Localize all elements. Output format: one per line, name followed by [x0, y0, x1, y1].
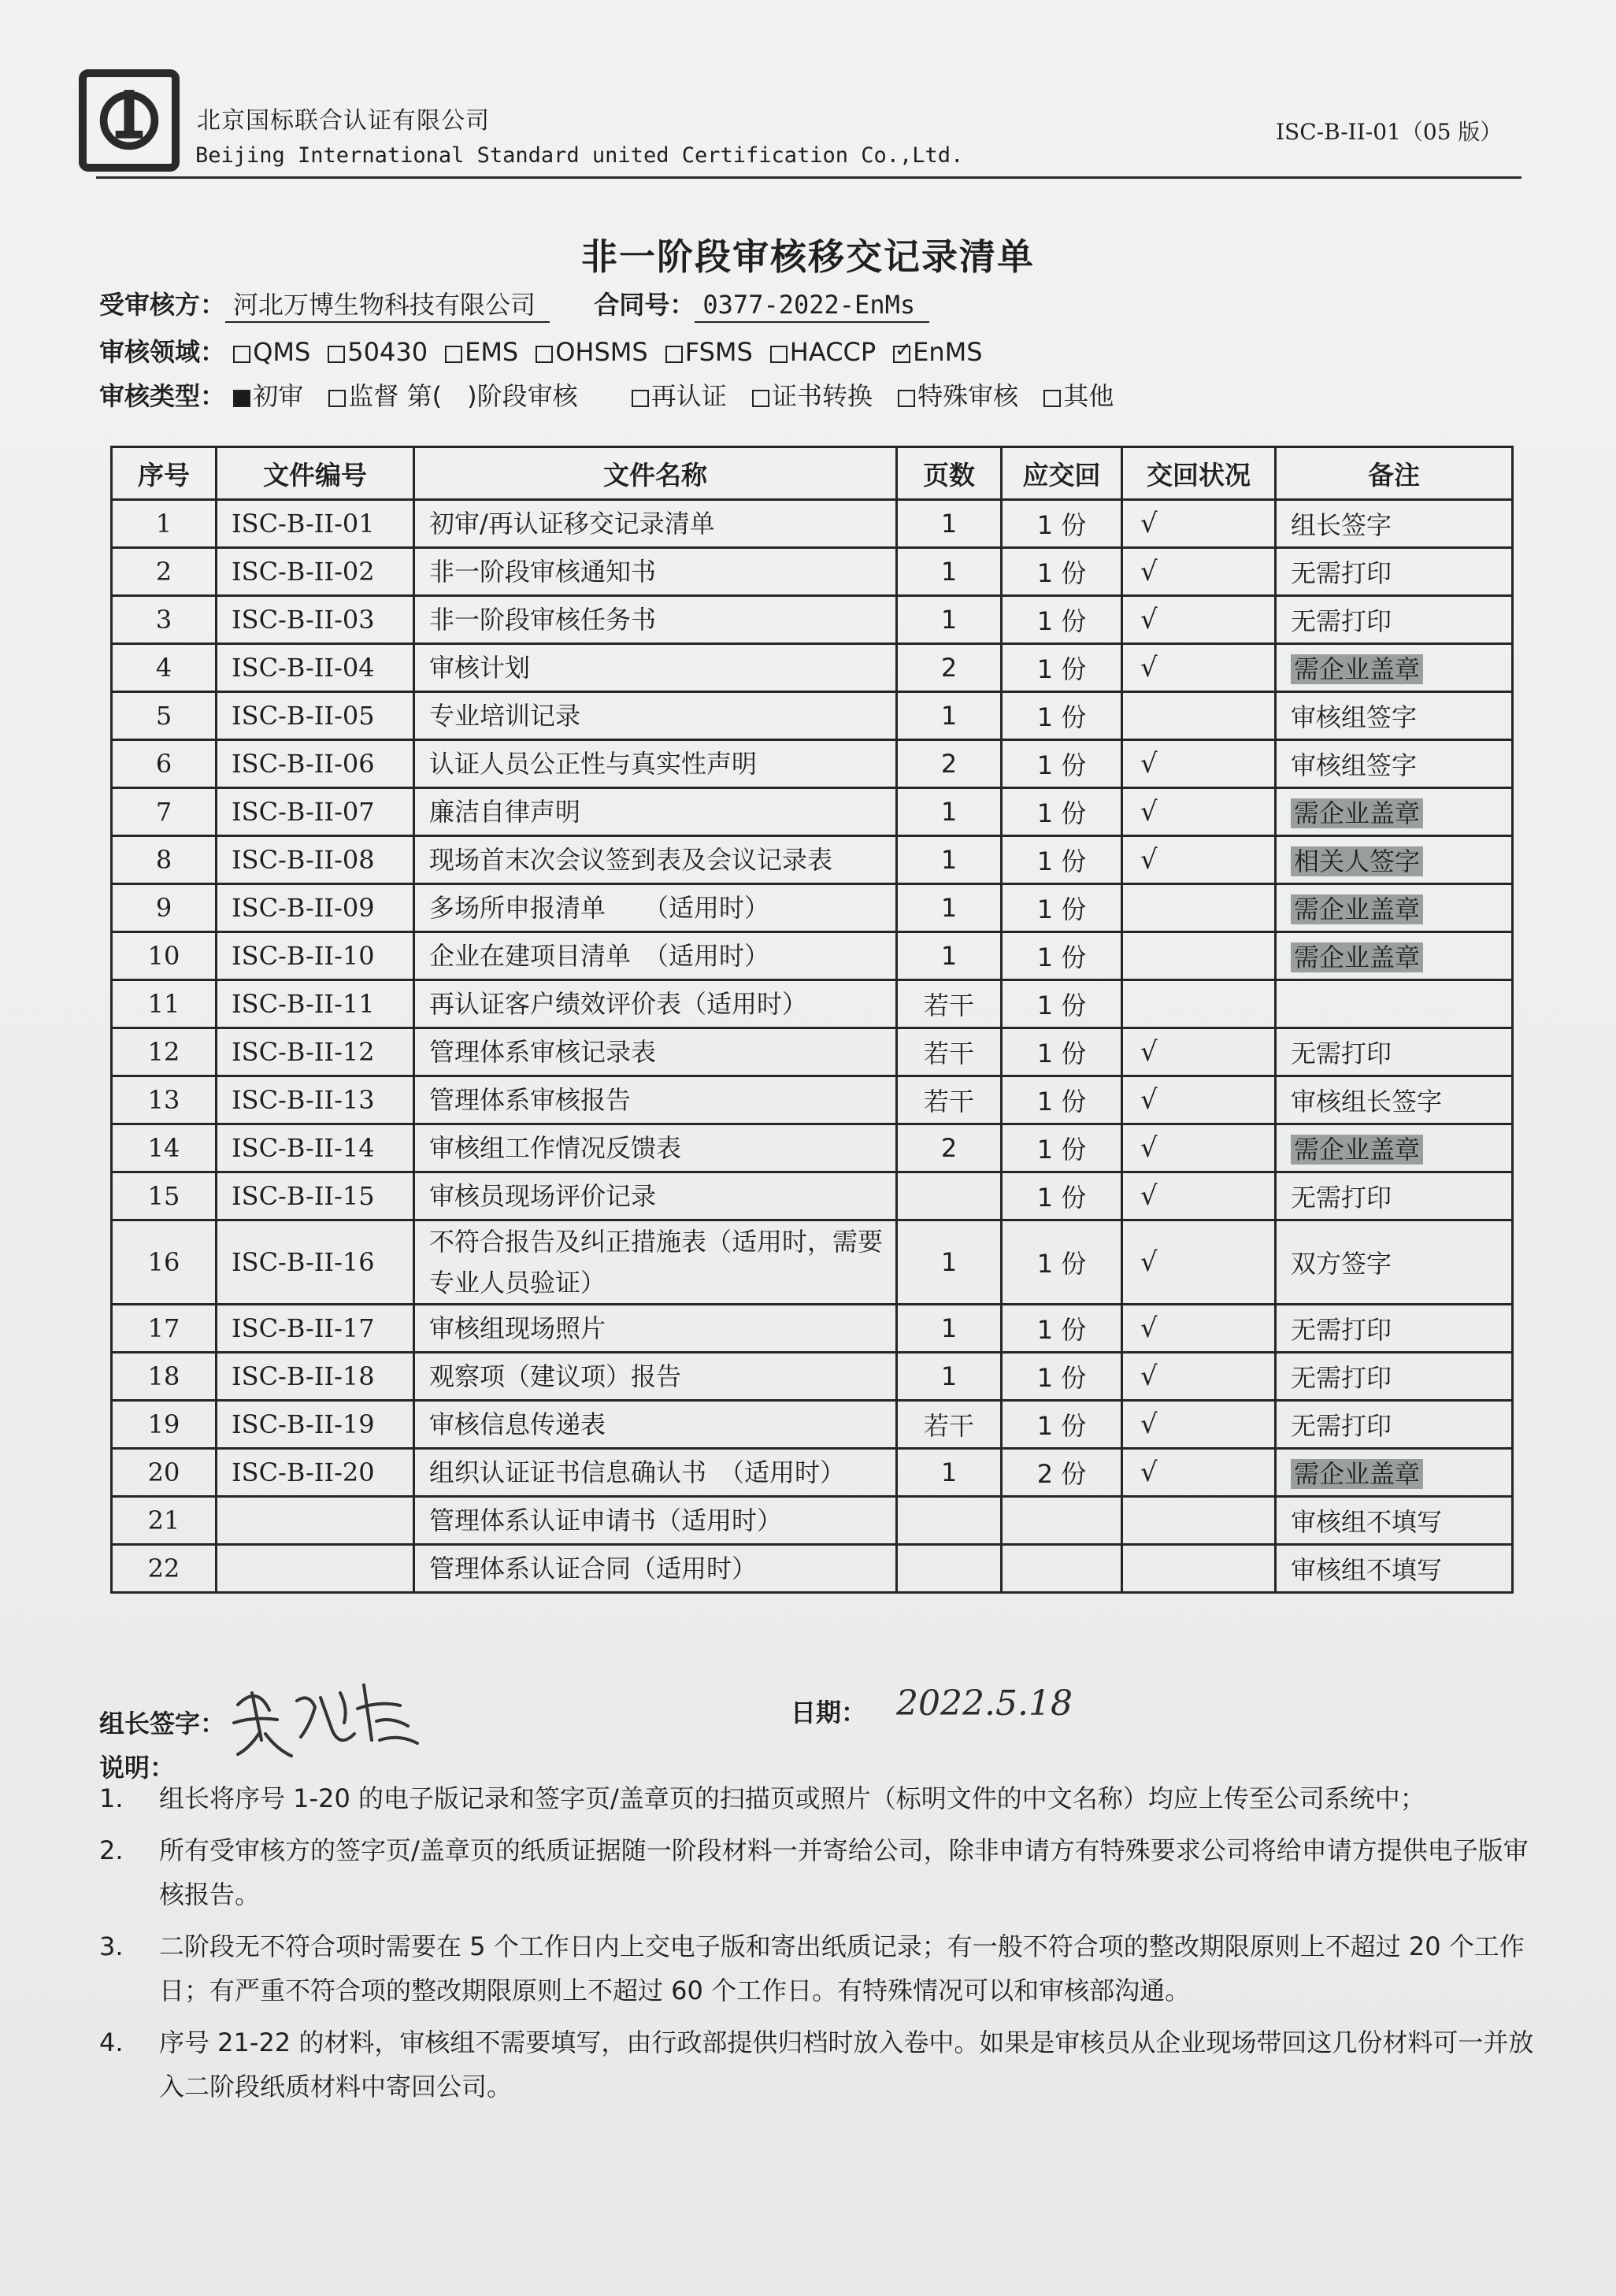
cell-pages — [897, 1172, 1002, 1220]
checkbox-filled-icon — [233, 390, 250, 407]
cell-pages: 2 — [897, 644, 1002, 692]
cell-code: ISC-B-II-02 — [217, 548, 414, 596]
auditee-line — [99, 285, 929, 321]
checkbox-icon — [898, 390, 915, 407]
document-code: ISC-B-II-01（05 版） — [1276, 119, 1503, 145]
note-text: 所有受审核方的签字页/盖章页的纸质证据随一阶段材料一并寄给公司，除非申请方有特殊要求公司将给申请方提供电子版审核报告。 — [159, 1835, 1529, 1909]
cell-code: ISC-B-II-04 — [217, 644, 414, 692]
audit-type-surveillance[interactable]: 监督 第( )阶段审核 — [328, 381, 577, 411]
leader-signature — [222, 1661, 427, 1764]
cell-no: 22 — [112, 1545, 217, 1593]
cell-pages: 1 — [897, 1220, 1002, 1305]
cell-pages: 2 — [897, 1124, 1002, 1172]
cell-code: ISC-B-II-14 — [217, 1124, 414, 1172]
table-row — [112, 1401, 1513, 1449]
cell-code: ISC-B-II-06 — [217, 740, 414, 788]
highlighted-note: 需企业盖章 — [1291, 654, 1423, 684]
audit-domain-option-50430[interactable]: 50430 — [328, 337, 428, 367]
table-row — [112, 788, 1513, 836]
cell-status: √ — [1122, 1172, 1276, 1220]
audit-domain-option-haccp[interactable]: HACCP — [770, 337, 876, 367]
highlighted-note: 需企业盖章 — [1291, 942, 1423, 972]
audit-type-other[interactable]: 其他 — [1043, 381, 1114, 411]
cell-pages: 1 — [897, 788, 1002, 836]
cell-note: 无需打印 — [1276, 1172, 1513, 1220]
cell-status: √ — [1122, 1124, 1276, 1172]
transfer-record-table — [110, 446, 1514, 1594]
cell-name: 初审/再认证移交记录清单 — [414, 500, 897, 548]
audit-domain-options — [233, 337, 999, 367]
cell-no: 2 — [112, 548, 217, 596]
checkbox-icon — [445, 346, 462, 363]
cell-no: 17 — [112, 1305, 217, 1353]
cell-status: √ — [1122, 836, 1276, 884]
note-item — [99, 2020, 1548, 2109]
header-rule — [96, 176, 1521, 179]
cell-pages: 若干 — [897, 1401, 1002, 1449]
cell-pages: 若干 — [897, 980, 1002, 1028]
cell-no: 15 — [112, 1172, 217, 1220]
cell-status — [1122, 692, 1276, 740]
cell-code: ISC-B-II-10 — [217, 932, 414, 980]
cell-pages: 1 — [897, 1305, 1002, 1353]
table-row — [112, 884, 1513, 932]
cell-pages: 1 — [897, 932, 1002, 980]
cell-pages: 1 — [897, 692, 1002, 740]
cell-note — [1276, 884, 1513, 932]
cell-no: 1 — [112, 500, 217, 548]
checkbox-icon — [328, 390, 346, 407]
note-item — [99, 1776, 1548, 1820]
cell-pages: 1 — [897, 500, 1002, 548]
checkbox-icon — [752, 390, 769, 407]
table-row — [112, 1545, 1513, 1593]
cell-status: √ — [1122, 1076, 1276, 1124]
cell-code — [217, 1545, 414, 1593]
company-name-en: Beijing International Standard united Certification Co.,Ltd. — [195, 143, 964, 168]
checkbox-icon — [770, 346, 788, 363]
cell-no: 12 — [112, 1028, 217, 1076]
audit-type-initial[interactable]: 初审 — [233, 381, 303, 411]
cell-name: 非一阶段审核通知书 — [414, 548, 897, 596]
cell-note: 审核组签字 — [1276, 740, 1513, 788]
note-item — [99, 1828, 1548, 1916]
cell-note — [1276, 1449, 1513, 1497]
cell-due: 1 份 — [1002, 836, 1122, 884]
table-row — [112, 1172, 1513, 1220]
cell-due: 2 份 — [1002, 1449, 1122, 1497]
audit-domain-option-fsms[interactable]: FSMS — [665, 337, 753, 367]
note-number: 3. — [99, 1931, 124, 1961]
table-row — [112, 1076, 1513, 1124]
cell-code: ISC-B-II-17 — [217, 1305, 414, 1353]
note-number: 2. — [99, 1835, 124, 1865]
audit-domain-option-enms[interactable]: ✓ EnMS — [893, 337, 982, 367]
cell-status: √ — [1122, 1220, 1276, 1305]
cell-name: 管理体系审核记录表 — [414, 1028, 897, 1076]
note-text: 组长将序号 1-20 的电子版记录和签字页/盖章页的扫描页或照片（标明文件的中文名称）均应上传至公司系统中； — [159, 1783, 1425, 1813]
cell-name: 审核员现场评价记录 — [414, 1172, 897, 1220]
document-title: 非一阶段审核移交记录清单 — [581, 235, 1035, 278]
cell-note: 审核组签字 — [1276, 692, 1513, 740]
audit-domain-option-ohsms[interactable]: OHSMS — [536, 337, 647, 367]
cell-status: √ — [1122, 548, 1276, 596]
cell-due: 1 份 — [1002, 500, 1122, 548]
cell-code: ISC-B-II-15 — [217, 1172, 414, 1220]
cell-code: ISC-B-II-19 — [217, 1401, 414, 1449]
cell-name: 现场首末次会议签到表及会议记录表 — [414, 836, 897, 884]
cell-note: 无需打印 — [1276, 548, 1513, 596]
cell-no: 11 — [112, 980, 217, 1028]
cell-code: ISC-B-II-05 — [217, 692, 414, 740]
cell-status — [1122, 1545, 1276, 1593]
cell-name: 审核组工作情况反馈表 — [414, 1124, 897, 1172]
cell-code: ISC-B-II-18 — [217, 1353, 414, 1401]
date-label: 日期： — [791, 1698, 867, 1728]
cell-note: 无需打印 — [1276, 1028, 1513, 1076]
highlighted-note: 需企业盖章 — [1291, 798, 1423, 828]
cell-due — [1002, 1545, 1122, 1593]
table-row — [112, 1497, 1513, 1545]
cell-note: 无需打印 — [1276, 1401, 1513, 1449]
cell-due: 1 份 — [1002, 932, 1122, 980]
table-header-row — [112, 447, 1513, 500]
company-logo-mark — [87, 77, 172, 164]
audit-domain-option-ems[interactable]: EMS — [445, 337, 518, 367]
cell-name: 多场所申报清单 （适用时） — [414, 884, 897, 932]
cell-note: 审核组不填写 — [1276, 1545, 1513, 1593]
table-row — [112, 1449, 1513, 1497]
contract-value: 0377-2022-EnMs — [695, 290, 929, 323]
cell-code — [217, 1497, 414, 1545]
cell-name: 廉洁自律声明 — [414, 788, 897, 836]
audit-type-line — [99, 376, 1131, 413]
company-logo — [79, 69, 180, 172]
table-row — [112, 1305, 1513, 1353]
cell-no: 5 — [112, 692, 217, 740]
cell-name: 审核信息传递表 — [414, 1401, 897, 1449]
notes-label: 说明： — [99, 1753, 176, 1783]
cell-due: 1 份 — [1002, 740, 1122, 788]
cell-name: 观察项（建议项）报告 — [414, 1353, 897, 1401]
highlighted-note: 需企业盖章 — [1291, 1135, 1423, 1165]
cell-due: 1 份 — [1002, 788, 1122, 836]
cell-status: √ — [1122, 644, 1276, 692]
cell-no: 20 — [112, 1449, 217, 1497]
cell-no: 21 — [112, 1497, 217, 1545]
cell-due: 1 份 — [1002, 692, 1122, 740]
cell-due: 1 份 — [1002, 1353, 1122, 1401]
table-row — [112, 500, 1513, 548]
cell-status: √ — [1122, 788, 1276, 836]
cell-status — [1122, 884, 1276, 932]
cell-note: 审核组不填写 — [1276, 1497, 1513, 1545]
cell-due — [1002, 1497, 1122, 1545]
cell-status: √ — [1122, 740, 1276, 788]
note-number: 4. — [99, 2028, 124, 2057]
cell-pages: 若干 — [897, 1028, 1002, 1076]
cell-status — [1122, 980, 1276, 1028]
cell-name: 企业在建项目清单 （适用时） — [414, 932, 897, 980]
checkbox-icon — [632, 390, 649, 407]
table-row — [112, 596, 1513, 644]
cell-due: 1 份 — [1002, 1220, 1122, 1305]
highlighted-note: 需企业盖章 — [1291, 1459, 1423, 1489]
cell-no: 6 — [112, 740, 217, 788]
col-header-due: 应交回 — [1002, 447, 1122, 500]
cell-no: 13 — [112, 1076, 217, 1124]
table-row — [112, 548, 1513, 596]
audit-domain-line — [99, 332, 1000, 368]
cell-status: √ — [1122, 1028, 1276, 1076]
leader-signature-label: 组长签字： — [99, 1709, 226, 1739]
cell-note — [1276, 1124, 1513, 1172]
notes-list — [99, 1776, 1548, 2116]
cell-due: 1 份 — [1002, 980, 1122, 1028]
table-row — [112, 980, 1513, 1028]
cell-code: ISC-B-II-20 — [217, 1449, 414, 1497]
cell-code: ISC-B-II-03 — [217, 596, 414, 644]
cell-no: 16 — [112, 1220, 217, 1305]
cell-note — [1276, 980, 1513, 1028]
cell-pages: 2 — [897, 740, 1002, 788]
cell-pages: 若干 — [897, 1076, 1002, 1124]
audit-type-recert[interactable]: 再认证 — [632, 381, 727, 411]
cell-status: √ — [1122, 1401, 1276, 1449]
cell-name: 管理体系认证申请书（适用时） — [414, 1497, 897, 1545]
cell-name: 审核组现场照片 — [414, 1305, 897, 1353]
cell-name: 再认证客户绩效评价表（适用时） — [414, 980, 897, 1028]
cell-pages — [897, 1497, 1002, 1545]
cell-code: ISC-B-II-07 — [217, 788, 414, 836]
company-name-cn: 北京国标联合认证有限公司 — [197, 107, 490, 135]
note-item — [99, 1924, 1548, 2013]
cell-due: 1 份 — [1002, 548, 1122, 596]
cell-status — [1122, 932, 1276, 980]
cell-note — [1276, 788, 1513, 836]
cell-due: 1 份 — [1002, 1172, 1122, 1220]
cell-pages — [897, 1545, 1002, 1593]
cell-no: 4 — [112, 644, 217, 692]
cell-name: 审核计划 — [414, 644, 897, 692]
cell-note: 组长签字 — [1276, 500, 1513, 548]
cell-note: 双方签字 — [1276, 1220, 1513, 1305]
cell-due: 1 份 — [1002, 1124, 1122, 1172]
cell-code: ISC-B-II-12 — [217, 1028, 414, 1076]
cell-pages: 1 — [897, 1353, 1002, 1401]
cell-note — [1276, 836, 1513, 884]
note-number: 1. — [99, 1783, 124, 1813]
cell-status: √ — [1122, 1353, 1276, 1401]
cell-no: 19 — [112, 1401, 217, 1449]
col-header-no: 序号 — [112, 447, 217, 500]
table-row — [112, 644, 1513, 692]
auditee-value: 河北万博生物科技有限公司 — [225, 290, 550, 323]
cell-due: 1 份 — [1002, 644, 1122, 692]
cell-code: ISC-B-II-01 — [217, 500, 414, 548]
note-text: 序号 21-22 的材料，审核组不需要填写，由行政部提供归档时放入卷中。如果是审核员从企业现场带回这几份材料可一并放入二阶段纸质材料中寄回公司。 — [159, 2028, 1534, 2102]
cell-pages: 1 — [897, 548, 1002, 596]
cell-due: 1 份 — [1002, 884, 1122, 932]
cell-no: 10 — [112, 932, 217, 980]
checkbox-icon — [1043, 390, 1061, 407]
cell-name: 不符合报告及纠正措施表（适用时，需要专业人员验证） — [414, 1220, 897, 1305]
cell-note — [1276, 644, 1513, 692]
cell-no: 9 — [112, 884, 217, 932]
col-header-code: 文件编号 — [217, 447, 414, 500]
date-value: 2022.5.18 — [896, 1683, 1073, 1724]
cell-due: 1 份 — [1002, 1076, 1122, 1124]
cell-no: 18 — [112, 1353, 217, 1401]
cell-name: 专业培训记录 — [414, 692, 897, 740]
col-header-note: 备注 — [1276, 447, 1513, 500]
col-header-name: 文件名称 — [414, 447, 897, 500]
cell-no: 8 — [112, 836, 217, 884]
cell-pages: 1 — [897, 1449, 1002, 1497]
cell-code: ISC-B-II-13 — [217, 1076, 414, 1124]
cell-note: 无需打印 — [1276, 1305, 1513, 1353]
cell-note: 审核组长签字 — [1276, 1076, 1513, 1124]
note-text: 二阶段无不符合项时需要在 5 个工作日内上交电子版和寄出纸质记录；有一般不符合项的整改期限原则上不超过 20 个工作日；有严重不符合项的整改期限原则上不超过 60 个工作日。有特殊情况可以和审核部沟通。 — [159, 1931, 1525, 2005]
cell-pages: 1 — [897, 884, 1002, 932]
cell-code: ISC-B-II-11 — [217, 980, 414, 1028]
cell-due: 1 份 — [1002, 1401, 1122, 1449]
cell-no: 3 — [112, 596, 217, 644]
table-row — [112, 1220, 1513, 1305]
cell-name: 管理体系审核报告 — [414, 1076, 897, 1124]
audit-domain-option-qms[interactable]: QMS — [233, 337, 310, 367]
table-row — [112, 932, 1513, 980]
audit-type-special[interactable]: 特殊审核 — [898, 381, 1018, 411]
checkbox-icon — [536, 346, 553, 363]
auditee-label: 受审核方： — [99, 290, 226, 320]
cell-status: √ — [1122, 596, 1276, 644]
cell-status: √ — [1122, 1305, 1276, 1353]
audit-domain-label: 审核领域： — [99, 337, 226, 367]
table-row — [112, 1124, 1513, 1172]
cell-note: 无需打印 — [1276, 1353, 1513, 1401]
cell-no: 14 — [112, 1124, 217, 1172]
checkbox-checked-icon — [893, 346, 910, 363]
table-row — [112, 1353, 1513, 1401]
cell-pages: 1 — [897, 596, 1002, 644]
table-row — [112, 692, 1513, 740]
cell-no: 7 — [112, 788, 217, 836]
cell-status: √ — [1122, 1449, 1276, 1497]
audit-type-label: 审核类型： — [99, 381, 226, 411]
table-row — [112, 836, 1513, 884]
cell-name: 认证人员公正性与真实性声明 — [414, 740, 897, 788]
cell-name: 组织认证证书信息确认书 （适用时） — [414, 1449, 897, 1497]
highlighted-note: 需企业盖章 — [1291, 894, 1423, 924]
audit-type-transfer[interactable]: 证书转换 — [752, 381, 873, 411]
col-header-pages: 页数 — [897, 447, 1002, 500]
cell-due: 1 份 — [1002, 596, 1122, 644]
cell-name: 管理体系认证合同（适用时） — [414, 1545, 897, 1593]
cell-code: ISC-B-II-16 — [217, 1220, 414, 1305]
cell-code: ISC-B-II-08 — [217, 836, 414, 884]
highlighted-note: 相关人签字 — [1291, 846, 1423, 876]
cell-note — [1276, 932, 1513, 980]
cell-due: 1 份 — [1002, 1305, 1122, 1353]
table-row — [112, 740, 1513, 788]
cell-name: 非一阶段审核任务书 — [414, 596, 897, 644]
cell-note: 无需打印 — [1276, 596, 1513, 644]
cell-status — [1122, 1497, 1276, 1545]
checkbox-icon — [328, 346, 345, 363]
checkbox-icon — [233, 346, 250, 363]
contract-label: 合同号： — [594, 290, 695, 320]
table-row — [112, 1028, 1513, 1076]
cell-code: ISC-B-II-09 — [217, 884, 414, 932]
cell-status: √ — [1122, 500, 1276, 548]
cell-pages: 1 — [897, 836, 1002, 884]
col-header-status: 交回状况 — [1122, 447, 1276, 500]
checkbox-icon — [665, 346, 683, 363]
cell-due: 1 份 — [1002, 1028, 1122, 1076]
